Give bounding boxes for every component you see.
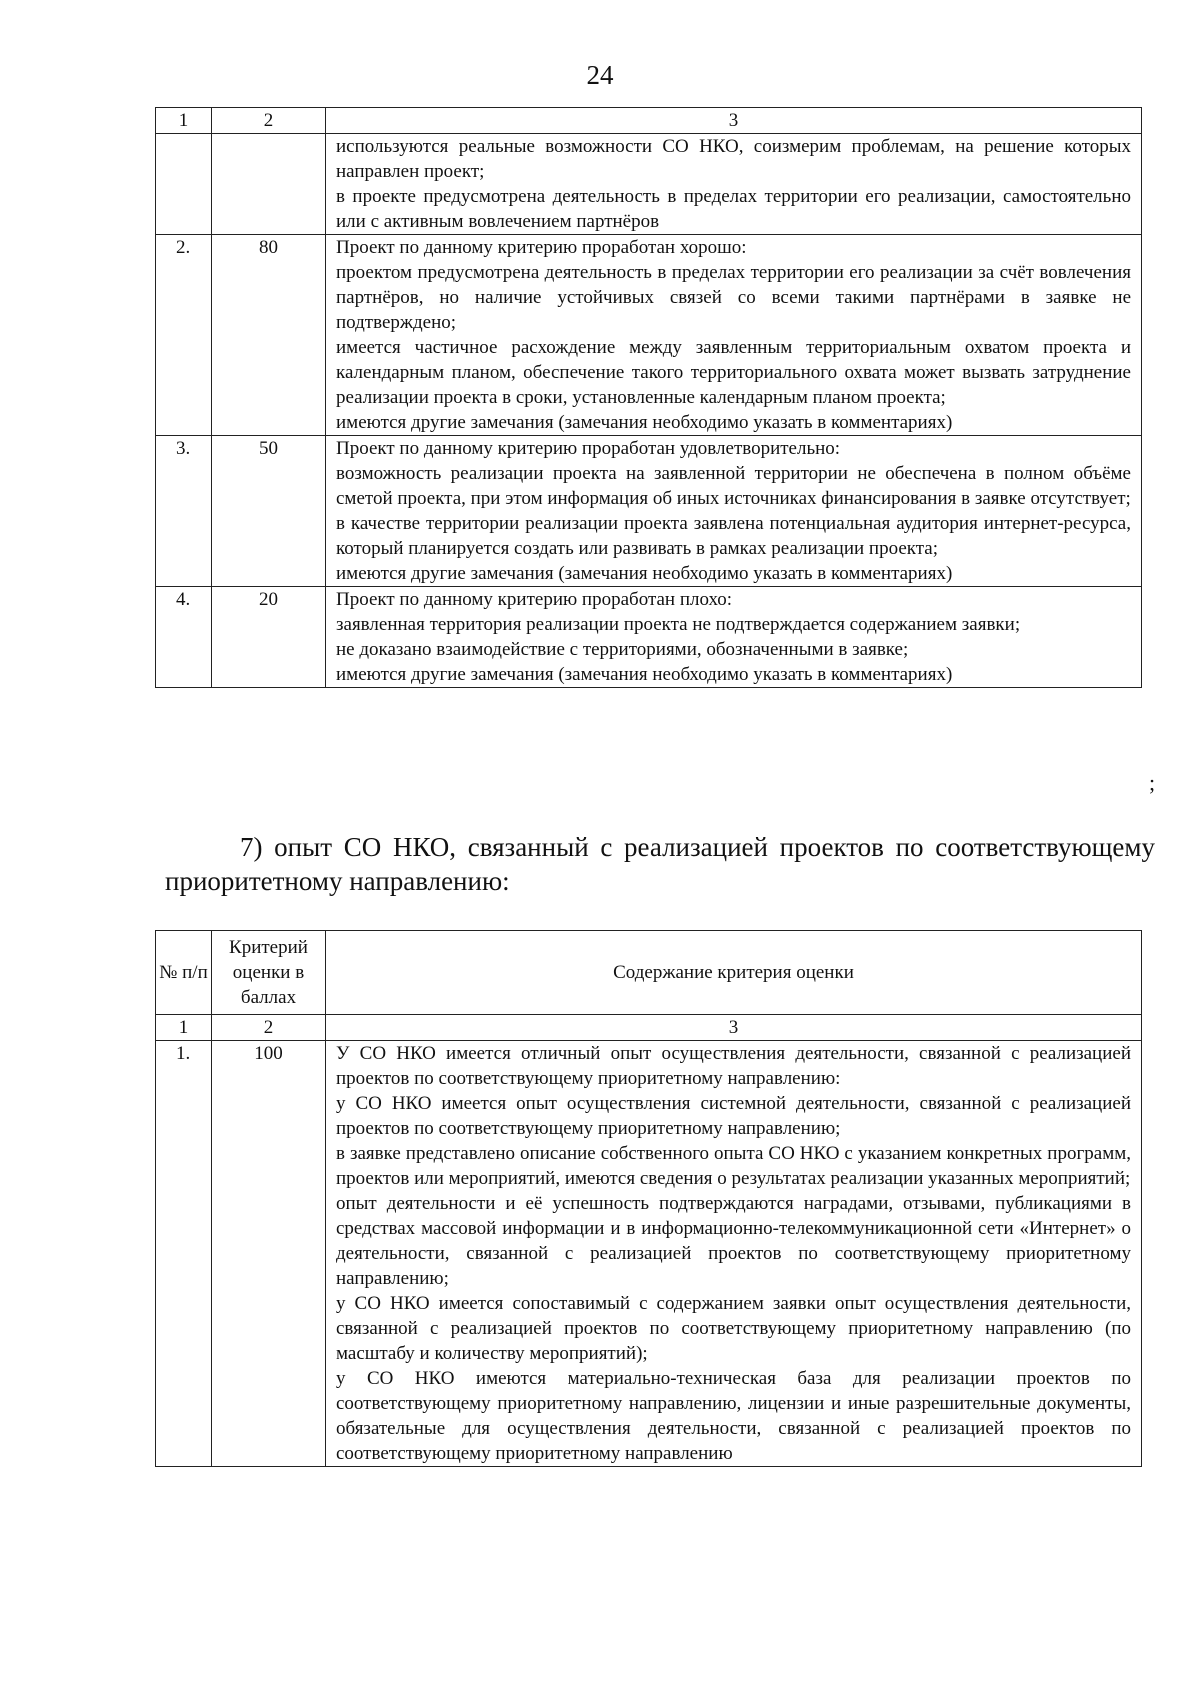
row-number: 1. (156, 1041, 212, 1467)
header-row (156, 931, 1142, 1015)
row-content (326, 587, 1142, 688)
criterion-paragraph: У СО НКО имеется отличный опыт осуществления деятельности, связанной с реализацией проектов по соответствующему приоритетному направлению: (336, 1043, 1131, 1089)
row-score: 20 (212, 587, 326, 688)
column-number: 3 (326, 1015, 1142, 1041)
row-score: 50 (212, 436, 326, 587)
criterion-paragraph: имеется частичное расхождение между заявленным территориальным охватом проекта и календарным планом, обеспечение такого территориального охвата может вызвать затруднение реализации проекта в сроки, установленные календарным планом проекта; (336, 337, 1131, 408)
column-number-row (156, 1015, 1142, 1041)
criterion-paragraph: проектом предусмотрена деятельность в пределах территории его реализации за счёт вовлечения партнёров, но наличие устойчивых связей со всеми такими партнёрами в заявке не подтверждено; (336, 262, 1131, 333)
row-score: 100 (212, 1041, 326, 1467)
column-number-row (156, 108, 1142, 134)
criterion-paragraph: используются реальные возможности СО НКО, соизмерим проблемам, на решение которых направлен проект; (336, 136, 1131, 182)
criterion-paragraph: у СО НКО имеется опыт осуществления системной деятельности, связанной с реализацией проектов по соответствующему приоритетному направлению; (336, 1093, 1131, 1139)
criterion-paragraph: в заявке представлено описание собственного опыта СО НКО с указанием конкретных программ, проектов или мероприятий, имеются сведения о результатах реализации указанных мероприятий; (336, 1143, 1131, 1189)
header-number: № п/п (156, 931, 212, 1015)
criteria-table-territory (155, 107, 1142, 688)
criterion-paragraph: имеются другие замечания (замечания необходимо указать в комментариях) (336, 563, 953, 584)
table-row (156, 235, 1142, 436)
row-number: 4. (156, 587, 212, 688)
criterion-paragraph: возможность реализации проекта на заявленной территории не обеспечена в полном объёме сметой проекта, при этом информация об иных источниках финансирования в заявке отсутствует; (336, 463, 1131, 509)
column-number: 3 (326, 108, 1142, 134)
criteria-table-experience (155, 930, 1142, 1467)
criterion-paragraph: в качестве территории реализации проекта заявлена потенциальная аудитория интернет-ресурса, который планируется создать или развивать в рамках реализации проекта; (336, 513, 1131, 559)
criterion-paragraph: Проект по данному критерию проработан удовлетворительно: (336, 438, 841, 459)
header-score: Критерий оценки в баллах (212, 931, 326, 1015)
column-number: 2 (212, 1015, 326, 1041)
row-content (326, 134, 1142, 235)
column-number: 2 (212, 108, 326, 134)
criterion-paragraph: имеются другие замечания (замечания необходимо указать в комментариях) (336, 412, 953, 433)
table-row (156, 587, 1142, 688)
row-content (326, 235, 1142, 436)
row-content (326, 1041, 1142, 1467)
column-number: 1 (156, 1015, 212, 1041)
criterion-paragraph: заявленная территория реализации проекта не подтверждается содержанием заявки; (336, 614, 1021, 635)
criterion-paragraph: Проект по данному критерию проработан хорошо: (336, 237, 747, 258)
row-score (212, 134, 326, 235)
criterion-paragraph: у СО НКО имеется сопоставимый с содержанием заявки опыт осуществления деятельности, связанной с реализацией проектов по соответствующему приоритетному направлению (по масштабу и количеству мероприятий); (336, 1293, 1131, 1364)
column-number: 1 (156, 108, 212, 134)
row-content (326, 436, 1142, 587)
criterion-paragraph: Проект по данному критерию проработан плохо: (336, 589, 733, 610)
row-number: 3. (156, 436, 212, 587)
criterion-paragraph: не доказано взаимодействие с территориями, обозначенными в заявке; (336, 639, 909, 660)
table-row (156, 436, 1142, 587)
table-row (156, 134, 1142, 235)
criterion-paragraph: в проекте предусмотрена деятельность в пределах территории его реализации, самостоятельно или с активным вовлечением партнёров (336, 186, 1131, 232)
header-content: Содержание критерия оценки (326, 931, 1142, 1015)
row-number: 2. (156, 235, 212, 436)
criterion-paragraph: имеются другие замечания (замечания необходимо указать в комментариях) (336, 664, 953, 685)
table-row (156, 1041, 1142, 1467)
page-number: 24 (586, 60, 614, 90)
criterion-paragraph: опыт деятельности и её успешность подтверждаются наградами, отзывами, публикациями в средствах массовой информации и в информационно-телекоммуникационной сети «Интернет» о деятельности, связанной с реализацией проектов по соответствующему приоритетному направлению; (336, 1193, 1131, 1289)
row-number (156, 134, 212, 235)
table-trailing-semicolon: ; (1149, 770, 1156, 795)
row-score: 80 (212, 235, 326, 436)
section-heading: 7) опыт СО НКО, связанный с реализацией проектов по соответствующему приоритетному направлению: (165, 832, 1155, 896)
criterion-paragraph: у СО НКО имеются материально-техническая база для реализации проектов по соответствующему приоритетному направлению, лицензии и иные разрешительные документы, обязательные для осуществления деятельности, связанной с реализацией проектов по соответствующему приоритетному направлению (336, 1368, 1131, 1464)
